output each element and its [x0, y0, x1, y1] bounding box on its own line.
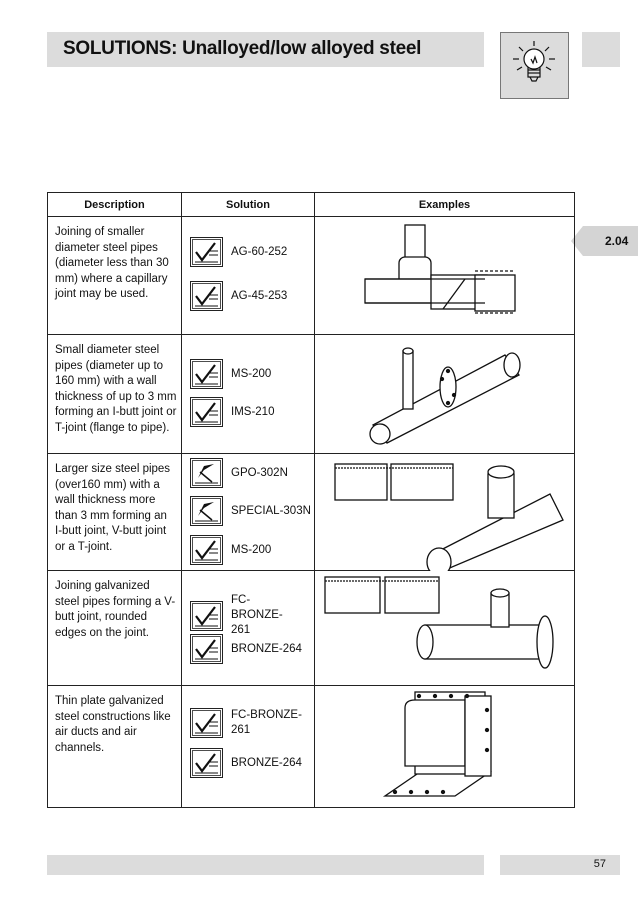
solution-item	[190, 748, 319, 778]
table-row	[48, 454, 575, 571]
gas-welding-icon	[190, 496, 223, 526]
solution-item	[190, 535, 319, 565]
solution-item	[190, 708, 319, 738]
air-duct-illustration	[315, 686, 573, 808]
galvanized-pipe-illustration	[315, 571, 573, 686]
row-description: Small diameter steel pipes (diameter up to 160 mm) with a wall thickness of up to 3 mm forming an I-butt joint or T-joint (flange to pipe).	[48, 335, 182, 454]
header-tab-right	[582, 32, 620, 67]
example-illustration	[315, 217, 575, 335]
row-solutions	[182, 454, 315, 571]
solution-label: IMS-210	[231, 405, 275, 418]
welding-process-icon	[190, 634, 223, 664]
solution-item	[190, 458, 319, 488]
table-header-row	[48, 193, 575, 217]
page-number-box	[500, 855, 620, 875]
solution-label: MS-200	[231, 543, 272, 556]
welding-process-icon	[190, 748, 223, 778]
capillary-joint-illustration	[315, 217, 573, 335]
example-illustration	[315, 571, 575, 686]
row-description: Joining galvanized steel pipes forming a V-butt joint, rounded edges on the joint.	[48, 571, 182, 686]
solution-label: AG-45-253	[231, 289, 288, 302]
large-pipe-illustration	[315, 454, 573, 571]
example-illustration	[315, 454, 575, 571]
row-description: Larger size steel pipes (over160 mm) with a wall thickness more than 3 mm forming an I-butt joint, V-butt joint or a T-joint.	[48, 454, 182, 571]
welding-process-icon	[190, 359, 223, 389]
table-row	[48, 686, 575, 808]
row-solutions	[182, 335, 315, 454]
flange-pipe-illustration	[315, 335, 573, 454]
chapter-tab	[583, 226, 638, 256]
page-title: SOLUTIONS: Unalloyed/low alloyed steel	[63, 38, 422, 59]
solution-item	[190, 634, 319, 664]
row-solutions	[182, 571, 315, 686]
welding-process-icon	[190, 601, 223, 631]
solution-label: BRONZE-264	[231, 642, 302, 655]
table-row	[48, 217, 575, 335]
solution-label: FC-BRONZE-261	[231, 709, 302, 736]
column-header-description: Description	[48, 193, 182, 217]
solution-item	[190, 593, 283, 638]
solution-item	[190, 397, 319, 427]
solution-label: SPECIAL-303N	[231, 504, 311, 517]
solution-item	[190, 237, 319, 267]
row-description: Joining of smaller diameter steel pipes (diameter less than 30 mm) where a capillary joint may be used.	[48, 217, 182, 335]
lightbulb-icon	[500, 32, 569, 99]
example-illustration	[315, 335, 575, 454]
page-number: 57	[593, 858, 606, 870]
solution-label: FC-BRONZE-261	[231, 594, 283, 636]
welding-process-icon	[190, 281, 223, 311]
table-row	[48, 571, 575, 686]
solution-label: AG-60-252	[231, 245, 288, 258]
welding-process-icon	[190, 397, 223, 427]
solution-item	[190, 496, 319, 526]
footer-bar	[47, 855, 484, 875]
row-description: Thin plate galvanized steel constructions like air ducts and air channels.	[48, 686, 182, 808]
solution-label: BRONZE-264	[231, 756, 302, 769]
table-row	[48, 335, 575, 454]
example-illustration	[315, 686, 575, 808]
welding-process-icon	[190, 708, 223, 738]
solution-item	[190, 281, 319, 311]
column-header-examples: Examples	[315, 193, 575, 217]
solution-label: MS-200	[231, 367, 272, 380]
row-solutions	[182, 686, 315, 808]
welding-process-icon	[190, 237, 223, 267]
chapter-tab-label: 2.04	[605, 234, 629, 248]
solution-label: GPO-302N	[231, 466, 288, 479]
solutions-table	[47, 192, 575, 808]
gas-welding-icon	[190, 458, 223, 488]
welding-process-icon	[190, 535, 223, 565]
row-solutions	[182, 217, 315, 335]
column-header-solution: Solution	[182, 193, 315, 217]
solution-item	[190, 359, 319, 389]
